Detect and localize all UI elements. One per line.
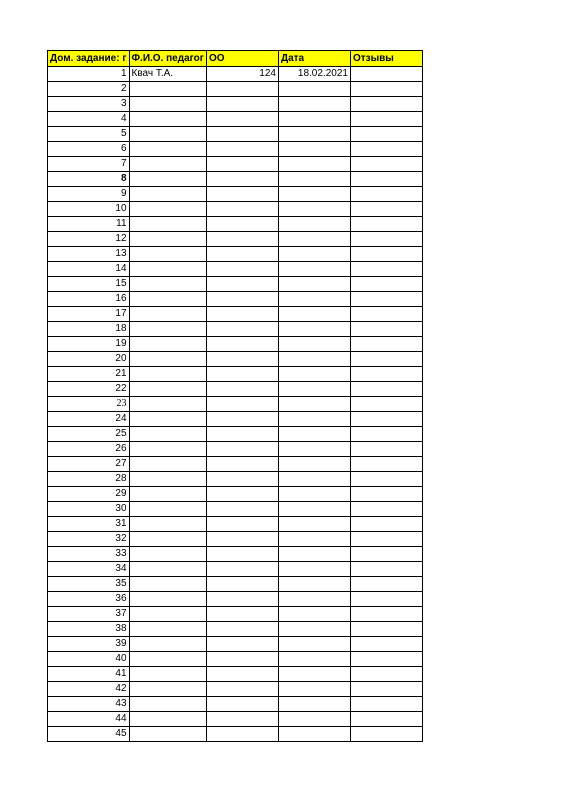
cell-date[interactable]: [278, 157, 350, 172]
cell-teacher-name[interactable]: Квач Т.А.: [129, 67, 206, 82]
cell-number[interactable]: 28: [48, 472, 130, 487]
cell-date[interactable]: [278, 307, 350, 322]
cell-date[interactable]: [278, 217, 350, 232]
table-row: [48, 277, 423, 292]
cell-teacher-name[interactable]: [129, 112, 206, 127]
cell-teacher-name[interactable]: [129, 697, 206, 712]
cell-teacher-name[interactable]: [129, 202, 206, 217]
cell-number[interactable]: 24: [48, 412, 130, 427]
table-row: [48, 292, 423, 307]
cell-feedback[interactable]: [350, 667, 422, 682]
cell-teacher-name[interactable]: [129, 322, 206, 337]
cell-number[interactable]: 36: [48, 592, 130, 607]
header-teacher-name[interactable]: Ф.И.О. педагог: [129, 51, 206, 67]
cell-date[interactable]: [278, 517, 350, 532]
cell-number[interactable]: 15: [48, 277, 130, 292]
cell-feedback[interactable]: [350, 397, 422, 412]
cell-oo[interactable]: [206, 487, 278, 502]
cell-number[interactable]: 32: [48, 532, 130, 547]
table-row: [48, 727, 423, 742]
cell-number[interactable]: 23: [48, 397, 130, 412]
cell-teacher-name[interactable]: [129, 532, 206, 547]
cell-feedback[interactable]: [350, 442, 422, 457]
table-row: [48, 427, 423, 442]
cell-date[interactable]: [278, 127, 350, 142]
cell-oo[interactable]: [206, 562, 278, 577]
cell-date[interactable]: [278, 577, 350, 592]
cell-date[interactable]: [278, 382, 350, 397]
cell-number[interactable]: 3: [48, 97, 130, 112]
cell-teacher-name[interactable]: [129, 82, 206, 97]
cell-teacher-name[interactable]: [129, 97, 206, 112]
cell-teacher-name[interactable]: [129, 667, 206, 682]
cell-oo[interactable]: [206, 382, 278, 397]
cell-oo[interactable]: [206, 442, 278, 457]
table-row: [48, 457, 423, 472]
cell-oo[interactable]: [206, 727, 278, 742]
cell-feedback[interactable]: [350, 547, 422, 562]
cell-feedback[interactable]: [350, 367, 422, 382]
cell-oo[interactable]: [206, 367, 278, 382]
cell-number[interactable]: 42: [48, 682, 130, 697]
cell-date[interactable]: [278, 292, 350, 307]
cell-teacher-name[interactable]: [129, 262, 206, 277]
cell-date[interactable]: [278, 232, 350, 247]
cell-date[interactable]: [278, 667, 350, 682]
cell-date[interactable]: [278, 172, 350, 187]
cell-feedback[interactable]: [350, 457, 422, 472]
cell-date[interactable]: [278, 247, 350, 262]
table-row: [48, 682, 423, 697]
cell-teacher-name[interactable]: [129, 487, 206, 502]
cell-oo[interactable]: [206, 157, 278, 172]
cell-feedback[interactable]: [350, 127, 422, 142]
table-row: [48, 337, 423, 352]
cell-number[interactable]: 21: [48, 367, 130, 382]
cell-number[interactable]: 40: [48, 652, 130, 667]
cell-oo[interactable]: [206, 427, 278, 442]
cell-number[interactable]: 12: [48, 232, 130, 247]
cell-date[interactable]: [278, 202, 350, 217]
header-date[interactable]: Дата: [278, 51, 350, 67]
cell-number[interactable]: 1: [48, 67, 130, 82]
table-row: [48, 412, 423, 427]
cell-date[interactable]: [278, 502, 350, 517]
cell-oo[interactable]: [206, 697, 278, 712]
cell-teacher-name[interactable]: [129, 727, 206, 742]
cell-feedback[interactable]: [350, 67, 422, 82]
cell-oo[interactable]: [206, 592, 278, 607]
cell-number[interactable]: 35: [48, 577, 130, 592]
cell-oo[interactable]: [206, 457, 278, 472]
cell-oo[interactable]: [206, 352, 278, 367]
table-row: [48, 322, 423, 337]
cell-feedback[interactable]: [350, 232, 422, 247]
cell-oo[interactable]: [206, 412, 278, 427]
cell-teacher-name[interactable]: [129, 307, 206, 322]
cell-teacher-name[interactable]: [129, 382, 206, 397]
cell-teacher-name[interactable]: [129, 277, 206, 292]
cell-teacher-name[interactable]: [129, 292, 206, 307]
table-row: [48, 307, 423, 322]
cell-oo[interactable]: [206, 217, 278, 232]
header-oo[interactable]: ОО: [206, 51, 278, 67]
cell-teacher-name[interactable]: [129, 547, 206, 562]
cell-feedback[interactable]: [350, 592, 422, 607]
cell-date[interactable]: [278, 277, 350, 292]
table-row: [48, 262, 423, 277]
cell-oo[interactable]: [206, 652, 278, 667]
table-row: [48, 667, 423, 682]
table-row: [48, 67, 423, 82]
table-row: [48, 547, 423, 562]
cell-date[interactable]: [278, 427, 350, 442]
table-row: [48, 487, 423, 502]
cell-feedback[interactable]: [350, 637, 422, 652]
cell-teacher-name[interactable]: [129, 367, 206, 382]
cell-oo[interactable]: [206, 262, 278, 277]
cell-number[interactable]: 41: [48, 667, 130, 682]
table-row: [48, 97, 423, 112]
cell-oo[interactable]: [206, 112, 278, 127]
table-body: [48, 67, 423, 742]
cell-feedback[interactable]: [350, 487, 422, 502]
table-row: [48, 397, 423, 412]
cell-teacher-name[interactable]: [129, 142, 206, 157]
cell-teacher-name[interactable]: [129, 682, 206, 697]
cell-feedback[interactable]: [350, 682, 422, 697]
cell-date[interactable]: [278, 547, 350, 562]
cell-oo[interactable]: [206, 637, 278, 652]
table-row: [48, 502, 423, 517]
table-row: [48, 352, 423, 367]
cell-number[interactable]: 11: [48, 217, 130, 232]
cell-teacher-name[interactable]: [129, 187, 206, 202]
cell-feedback[interactable]: [350, 187, 422, 202]
cell-teacher-name[interactable]: [129, 577, 206, 592]
cell-feedback[interactable]: [350, 412, 422, 427]
cell-teacher-name[interactable]: [129, 622, 206, 637]
cell-teacher-name[interactable]: [129, 502, 206, 517]
cell-number[interactable]: 22: [48, 382, 130, 397]
table-row: [48, 442, 423, 457]
cell-date[interactable]: [278, 262, 350, 277]
cell-number[interactable]: 6: [48, 142, 130, 157]
cell-feedback[interactable]: [350, 157, 422, 172]
table-row: [48, 367, 423, 382]
cell-date[interactable]: [278, 367, 350, 382]
cell-oo[interactable]: [206, 277, 278, 292]
cell-number[interactable]: 9: [48, 187, 130, 202]
cell-number[interactable]: 2: [48, 82, 130, 97]
cell-feedback[interactable]: [350, 352, 422, 367]
cell-feedback[interactable]: [350, 532, 422, 547]
cell-teacher-name[interactable]: [129, 172, 206, 187]
cell-date[interactable]: [278, 187, 350, 202]
cell-teacher-name[interactable]: [129, 457, 206, 472]
cell-number[interactable]: 7: [48, 157, 130, 172]
cell-feedback[interactable]: [350, 607, 422, 622]
cell-feedback[interactable]: [350, 727, 422, 742]
cell-feedback[interactable]: [350, 307, 422, 322]
cell-date[interactable]: [278, 697, 350, 712]
cell-feedback[interactable]: [350, 292, 422, 307]
table-row: [48, 622, 423, 637]
cell-date[interactable]: [278, 487, 350, 502]
cell-number[interactable]: 26: [48, 442, 130, 457]
cell-teacher-name[interactable]: [129, 517, 206, 532]
cell-number[interactable]: 17: [48, 307, 130, 322]
cell-oo[interactable]: [206, 712, 278, 727]
cell-date[interactable]: [278, 637, 350, 652]
table-row: [48, 577, 423, 592]
cell-feedback[interactable]: [350, 382, 422, 397]
cell-date[interactable]: [278, 592, 350, 607]
cell-feedback[interactable]: [350, 247, 422, 262]
table-row: [48, 157, 423, 172]
cell-number[interactable]: 31: [48, 517, 130, 532]
table-row: [48, 172, 423, 187]
cell-number[interactable]: 30: [48, 502, 130, 517]
cell-oo[interactable]: [206, 472, 278, 487]
table-row: [48, 142, 423, 157]
cell-number[interactable]: 14: [48, 262, 130, 277]
cell-date[interactable]: 18.02.2021: [278, 67, 350, 82]
cell-number[interactable]: 10: [48, 202, 130, 217]
cell-date[interactable]: [278, 727, 350, 742]
cell-number[interactable]: 33: [48, 547, 130, 562]
header-hw[interactable]: Дом. задание: г: [48, 51, 130, 67]
table-row: [48, 517, 423, 532]
cell-number[interactable]: 45: [48, 727, 130, 742]
cell-feedback[interactable]: [350, 517, 422, 532]
table-row: [48, 637, 423, 652]
table-row: [48, 112, 423, 127]
cell-teacher-name[interactable]: [129, 607, 206, 622]
cell-teacher-name[interactable]: [129, 127, 206, 142]
cell-date[interactable]: [278, 112, 350, 127]
cell-feedback[interactable]: [350, 502, 422, 517]
header-feedback[interactable]: Отзывы: [350, 51, 422, 67]
table-row: [48, 382, 423, 397]
table-row: [48, 187, 423, 202]
cell-oo[interactable]: [206, 667, 278, 682]
cell-oo[interactable]: [206, 337, 278, 352]
cell-number[interactable]: 29: [48, 487, 130, 502]
cell-feedback[interactable]: [350, 277, 422, 292]
cell-oo[interactable]: 124: [206, 67, 278, 82]
cell-number[interactable]: 19: [48, 337, 130, 352]
table-row: [48, 607, 423, 622]
cell-number[interactable]: 38: [48, 622, 130, 637]
cell-oo[interactable]: [206, 247, 278, 262]
cell-feedback[interactable]: [350, 97, 422, 112]
cell-feedback[interactable]: [350, 562, 422, 577]
cell-date[interactable]: [278, 397, 350, 412]
cell-date[interactable]: [278, 532, 350, 547]
cell-feedback[interactable]: [350, 172, 422, 187]
table-row: [48, 592, 423, 607]
cell-date[interactable]: [278, 622, 350, 637]
table-row: [48, 652, 423, 667]
cell-teacher-name[interactable]: [129, 397, 206, 412]
cell-feedback[interactable]: [350, 217, 422, 232]
cell-number[interactable]: 13: [48, 247, 130, 262]
header-row: [48, 51, 423, 67]
cell-teacher-name[interactable]: [129, 637, 206, 652]
table-row: [48, 247, 423, 262]
cell-teacher-name[interactable]: [129, 247, 206, 262]
cell-number[interactable]: 20: [48, 352, 130, 367]
cell-oo[interactable]: [206, 517, 278, 532]
cell-date[interactable]: [278, 457, 350, 472]
cell-oo[interactable]: [206, 82, 278, 97]
cell-teacher-name[interactable]: [129, 217, 206, 232]
table-row: [48, 532, 423, 547]
table-row: [48, 82, 423, 97]
table-row: [48, 202, 423, 217]
cell-date[interactable]: [278, 82, 350, 97]
cell-feedback[interactable]: [350, 427, 422, 442]
cell-oo[interactable]: [206, 577, 278, 592]
cell-date[interactable]: [278, 412, 350, 427]
cell-number[interactable]: 39: [48, 637, 130, 652]
table-row: [48, 232, 423, 247]
cell-oo[interactable]: [206, 502, 278, 517]
cell-feedback[interactable]: [350, 322, 422, 337]
table-row: [48, 712, 423, 727]
cell-date[interactable]: [278, 682, 350, 697]
cell-number[interactable]: 16: [48, 292, 130, 307]
cell-feedback[interactable]: [350, 112, 422, 127]
cell-feedback[interactable]: [350, 82, 422, 97]
cell-teacher-name[interactable]: [129, 412, 206, 427]
cell-oo[interactable]: [206, 532, 278, 547]
cell-oo[interactable]: [206, 97, 278, 112]
table-row: [48, 217, 423, 232]
cell-number[interactable]: 4: [48, 112, 130, 127]
cell-teacher-name[interactable]: [129, 562, 206, 577]
cell-date[interactable]: [278, 322, 350, 337]
cell-date[interactable]: [278, 142, 350, 157]
cell-feedback[interactable]: [350, 472, 422, 487]
cell-feedback[interactable]: [350, 202, 422, 217]
cell-oo[interactable]: [206, 307, 278, 322]
cell-oo[interactable]: [206, 232, 278, 247]
cell-oo[interactable]: [206, 682, 278, 697]
cell-teacher-name[interactable]: [129, 592, 206, 607]
cell-oo[interactable]: [206, 547, 278, 562]
cell-teacher-name[interactable]: [129, 442, 206, 457]
cell-feedback[interactable]: [350, 622, 422, 637]
cell-number[interactable]: 5: [48, 127, 130, 142]
cell-oo[interactable]: [206, 322, 278, 337]
cell-oo[interactable]: [206, 187, 278, 202]
cell-number[interactable]: 34: [48, 562, 130, 577]
cell-oo[interactable]: [206, 397, 278, 412]
cell-oo[interactable]: [206, 622, 278, 637]
cell-oo[interactable]: [206, 127, 278, 142]
cell-number[interactable]: 8: [48, 172, 130, 187]
cell-date[interactable]: [278, 472, 350, 487]
cell-number[interactable]: 37: [48, 607, 130, 622]
cell-feedback[interactable]: [350, 697, 422, 712]
cell-date[interactable]: [278, 442, 350, 457]
cell-date[interactable]: [278, 652, 350, 667]
cell-number[interactable]: 18: [48, 322, 130, 337]
cell-feedback[interactable]: [350, 142, 422, 157]
spreadsheet-table: [47, 50, 423, 742]
cell-teacher-name[interactable]: [129, 712, 206, 727]
cell-oo[interactable]: [206, 142, 278, 157]
cell-feedback[interactable]: [350, 577, 422, 592]
cell-oo[interactable]: [206, 292, 278, 307]
cell-teacher-name[interactable]: [129, 337, 206, 352]
cell-date[interactable]: [278, 97, 350, 112]
table-row: [48, 472, 423, 487]
cell-date[interactable]: [278, 337, 350, 352]
cell-teacher-name[interactable]: [129, 472, 206, 487]
cell-number[interactable]: 27: [48, 457, 130, 472]
cell-feedback[interactable]: [350, 712, 422, 727]
cell-oo[interactable]: [206, 607, 278, 622]
cell-number[interactable]: 44: [48, 712, 130, 727]
cell-teacher-name[interactable]: [129, 157, 206, 172]
cell-teacher-name[interactable]: [129, 652, 206, 667]
table-row: [48, 127, 423, 142]
cell-date[interactable]: [278, 562, 350, 577]
cell-feedback[interactable]: [350, 262, 422, 277]
cell-date[interactable]: [278, 712, 350, 727]
table-row: [48, 562, 423, 577]
table-row: [48, 697, 423, 712]
cell-teacher-name[interactable]: [129, 427, 206, 442]
cell-oo[interactable]: [206, 172, 278, 187]
cell-feedback[interactable]: [350, 337, 422, 352]
cell-oo[interactable]: [206, 202, 278, 217]
cell-number[interactable]: 43: [48, 697, 130, 712]
cell-teacher-name[interactable]: [129, 352, 206, 367]
cell-teacher-name[interactable]: [129, 232, 206, 247]
cell-date[interactable]: [278, 607, 350, 622]
cell-number[interactable]: 25: [48, 427, 130, 442]
cell-date[interactable]: [278, 352, 350, 367]
cell-feedback[interactable]: [350, 652, 422, 667]
